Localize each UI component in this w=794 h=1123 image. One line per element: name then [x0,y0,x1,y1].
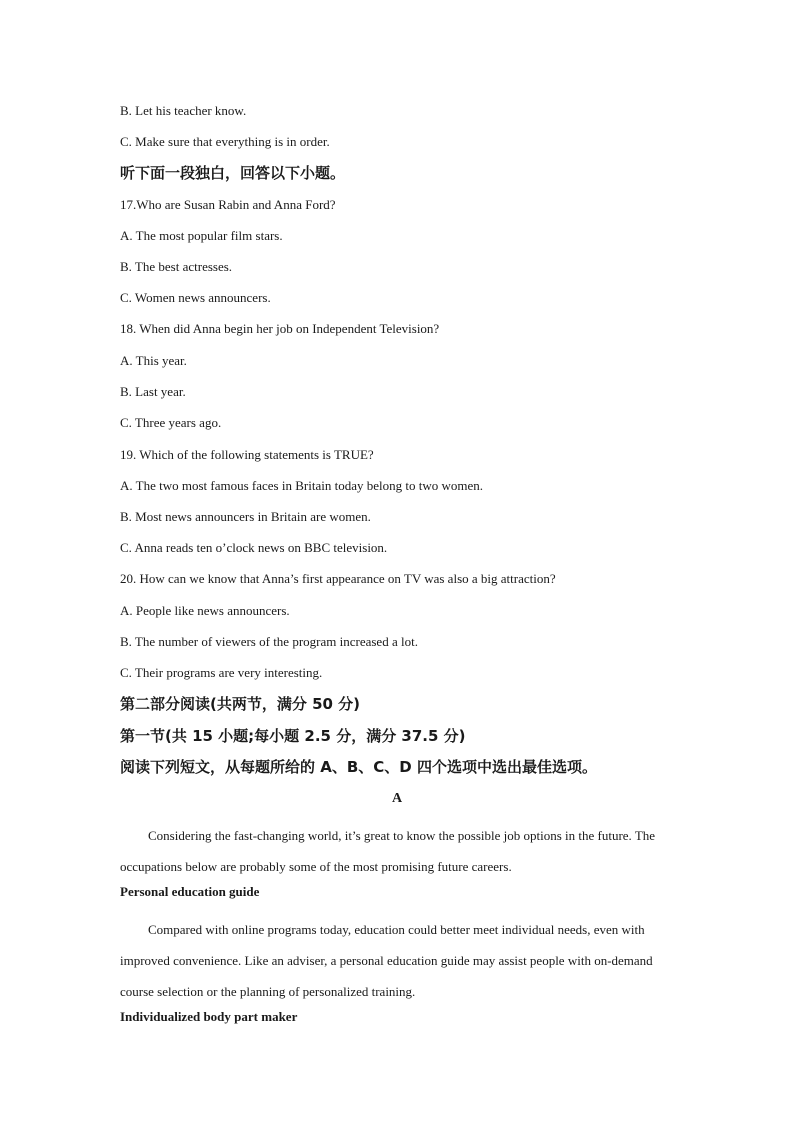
option-b-q20: B. The number of viewers of the program increased a lot. [120,634,418,649]
option-b-q17: B. The best actresses. [120,259,233,274]
option-a-q18: A. This year. [120,353,187,368]
passage-label: A [391,791,403,806]
section-instruction-monologue: 听下面一段独白，回答以下小题。 [120,164,346,182]
question-18: 18. When did Anna begin her job on Independent Television? [120,321,440,336]
option-c-q17: C. Women news announcers. [120,290,271,305]
paragraph-intro: Considering the fast-changing world, it’s great to know the possible job options in the future. The occupations below are probably some of the most promising future careers. [120,828,656,874]
option-a-q17: A. The most popular film stars. [120,228,283,243]
part-two-heading: 第二部分阅读(共两节，满分 50 分) [120,695,361,713]
option-c-q18: C. Three years ago. [120,415,222,430]
question-19: 19. Which of the following statements is TRUE? [120,447,374,462]
option-a-q20: A. People like news announcers. [120,603,290,618]
question-20: 20. How can we know that Anna’s first appearance on TV was also a big attraction? [120,571,556,586]
subheading-education-guide: Personal education guide [120,884,260,899]
option-c-q20: C. Their programs are very interesting. [120,665,323,680]
option-b-q19: B. Most news announcers in Britain are women. [120,509,371,524]
paragraph-education-guide: Compared with online programs today, education could better meet individual needs, even with improved convenience. Like an adviser, a personal education guide may assist people with on-demand course selection or the planning of personalized training. [120,922,653,999]
question-17: 17.Who are Susan Rabin and Anna Ford? [120,197,336,212]
option-a-q19: A. The two most famous faces in Britain today belong to two women. [120,478,483,493]
reading-instruction: 阅读下列短文，从每题所给的 A、B、C、D 四个选项中选出最佳选项。 [120,758,597,776]
option-c-q16: C. Make sure that everything is in order. [120,134,330,149]
option-c-q19: C. Anna reads ten o’clock news on BBC television. [120,540,388,555]
section-one-heading: 第一节(共 15 小题;每小题 2.5 分，满分 37.5 分) [120,727,466,745]
option-b-q18: B. Last year. [120,384,186,399]
subheading-body-part-maker: Individualized body part maker [120,1009,298,1024]
option-b-q16: B. Let his teacher know. [120,103,247,118]
